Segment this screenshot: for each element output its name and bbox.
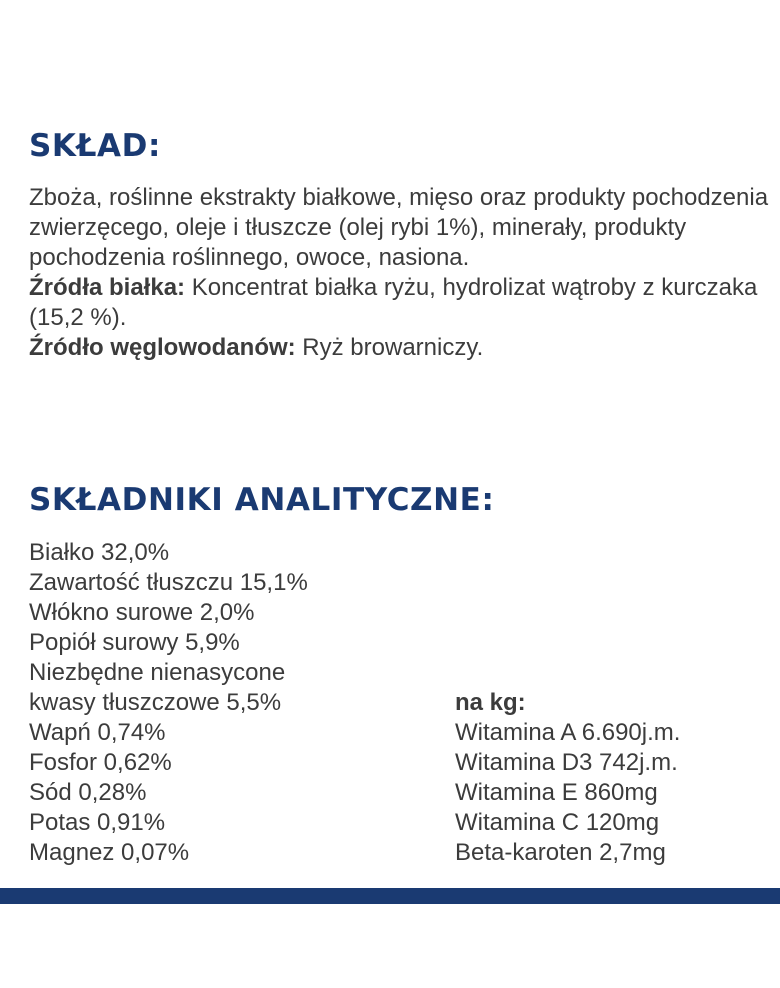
analytical-item: Wapń 0,74% (29, 719, 166, 746)
composition-text (29, 183, 769, 363)
analytical-item: Zawartość tłuszczu 15,1% (29, 569, 308, 596)
vitamins-list (455, 688, 775, 868)
vitamin-item: Beta-karoten 2,7mg (455, 839, 666, 866)
analytical-item: kwasy tłuszczowe 5,5% (29, 689, 282, 716)
footer-band (0, 888, 780, 904)
analytical-item: Popiół surowy 5,9% (29, 629, 240, 656)
analytical-item: Magnez 0,07% (29, 839, 190, 866)
carb-source-label: Źródło węglowodanów: (29, 334, 296, 361)
carb-source-text: Ryż browarniczy. (295, 334, 484, 361)
vitamin-item: Witamina C 120mg (455, 809, 660, 836)
analytical-item: Białko 32,0% (29, 539, 170, 566)
analytical-item: Potas 0,91% (29, 809, 166, 836)
vitamins-heading: na kg: (455, 689, 526, 716)
analytical-item: Fosfor 0,62% (29, 749, 172, 776)
composition-intro: Zboża, roślinne ekstrakty białkowe, mięso oraz produkty pochodzenia zwierzęcego, oleje i tłuszcze (olej rybi 1%), minerały, produkty pochodzenia roślinnego, owoce, nasiona. (29, 184, 769, 271)
analytical-list (29, 538, 429, 868)
composition-heading: SKŁAD: (29, 128, 161, 164)
analytical-item: Włókno surowe 2,0% (29, 599, 255, 626)
analytical-heading: SKŁADNIKI ANALITYCZNE: (29, 482, 495, 518)
protein-source-text: Koncentrat białka ryżu, hydrolizat wątroby z kurczaka (15,2 %). (29, 274, 758, 331)
analytical-item: Sód 0,28% (29, 779, 147, 806)
vitamin-item: Witamina E 860mg (455, 779, 658, 806)
protein-source-label: Źródła białka: (29, 274, 186, 301)
vitamin-item: Witamina D3 742j.m. (455, 749, 678, 776)
vitamin-item: Witamina A 6.690j.m. (455, 719, 681, 746)
analytical-item: Niezbędne nienasycone (29, 659, 286, 686)
